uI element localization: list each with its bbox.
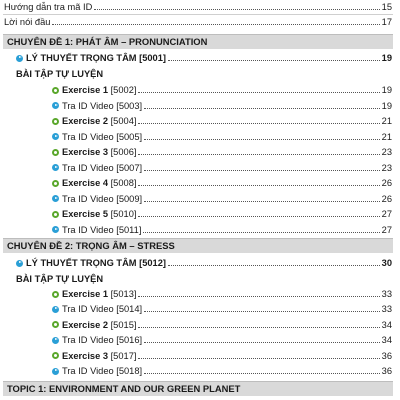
toc-page-number: 19 <box>381 85 392 95</box>
chapter-heading-1: CHUYÊN ĐỀ 1: PHÁT ÂM – PRONUNCIATION <box>3 34 393 49</box>
toc-page-number: 33 <box>381 289 392 299</box>
toc-entry-exercise[interactable] <box>0 145 400 159</box>
toc-page-number: 36 <box>381 350 392 361</box>
toc-page-number: 19 <box>381 53 392 63</box>
entry-code: [5004] <box>108 116 137 126</box>
leader-dots <box>168 257 380 266</box>
toc-entry-label: Hướng dẫn tra mã ID <box>4 2 93 12</box>
toc-entry-label <box>62 333 142 347</box>
play-icon <box>16 260 23 267</box>
toc-page-number: 34 <box>381 335 392 346</box>
circle-icon <box>52 118 59 125</box>
leader-dots <box>144 162 380 171</box>
toc-page-number: 21 <box>381 131 392 142</box>
toc-page-number: 36 <box>381 366 392 376</box>
entry-code: Tra ID Video [5003] <box>62 100 143 111</box>
toc-page-number: 27 <box>381 209 392 219</box>
leader-dots <box>144 334 380 343</box>
entry-code: Tra ID Video [5018] <box>62 366 143 376</box>
toc-page-number: 26 <box>381 178 392 188</box>
toc-entry-theory-1[interactable] <box>0 51 400 65</box>
leader-dots <box>138 177 379 186</box>
play-icon <box>52 306 59 313</box>
exercise-title: Exercise 1 <box>62 85 109 95</box>
toc-entry-exercise[interactable] <box>0 349 400 363</box>
chapter-heading-2: CHUYÊN ĐỀ 2: TRỌNG ÂM – STRESS <box>3 238 393 253</box>
exercise-title: Exercise 2 <box>62 319 109 330</box>
toc-entry-label <box>62 145 136 159</box>
play-icon <box>52 368 59 375</box>
toc-entry-label <box>62 349 136 363</box>
toc-entry-exercise[interactable] <box>0 176 400 190</box>
toc-entry-label <box>62 130 142 144</box>
toc-entry-label <box>62 364 142 378</box>
toc-entry-label <box>62 83 136 97</box>
toc-page-number: 21 <box>381 116 392 126</box>
toc-entry-label <box>62 223 141 237</box>
toc-entry-label <box>62 302 142 316</box>
leader-dots <box>94 1 379 10</box>
toc-page-number: 34 <box>381 319 392 330</box>
toc-page-number: 30 <box>381 258 392 268</box>
exercise-title: Exercise 4 <box>62 178 109 188</box>
leader-dots <box>168 52 380 61</box>
toc-entry-video[interactable] <box>0 223 400 237</box>
entry-code: Tra ID Video [5016] <box>62 335 143 346</box>
toc-entry-label <box>62 318 136 332</box>
toc-page-number: 23 <box>381 162 392 173</box>
toc-entry-exercise[interactable] <box>0 83 400 97</box>
toc-page-number: 23 <box>381 147 392 157</box>
circle-icon <box>52 211 59 218</box>
leader-dots <box>144 100 380 109</box>
play-icon <box>52 164 59 171</box>
toc-entry-exercise[interactable] <box>0 207 400 221</box>
entry-code: [5008] <box>108 178 137 188</box>
leader-dots <box>138 350 379 359</box>
toc-page-number: 15 <box>381 2 392 12</box>
toc-entry-video[interactable] <box>0 192 400 206</box>
entry-code: [5010] <box>108 209 137 219</box>
leader-dots <box>144 365 380 374</box>
entry-code: [5013] <box>108 289 137 299</box>
exercise-title: Exercise 2 <box>62 116 109 126</box>
exercise-title: Exercise 1 <box>62 289 109 299</box>
toc-page-number: 19 <box>381 100 392 111</box>
toc-entry-exercise[interactable] <box>0 318 400 332</box>
toc-entry-label <box>62 207 136 221</box>
toc-entry-label <box>62 287 136 301</box>
play-icon <box>52 133 59 140</box>
exercise-title: Exercise 5 <box>62 209 109 219</box>
leader-dots <box>144 131 380 140</box>
exercise-title: Exercise 3 <box>62 350 109 361</box>
entry-code: Tra ID Video [5009] <box>62 193 143 204</box>
toc-entry-label <box>62 176 136 190</box>
entry-code: Tra ID Video [5011] <box>62 224 142 235</box>
toc-entry-label: Lời nói đầu <box>4 17 51 27</box>
entry-code: Tra ID Video [5014] <box>62 304 143 315</box>
toc-entry-label <box>62 114 136 128</box>
toc-entry-video[interactable] <box>0 364 400 378</box>
toc-page-number: 27 <box>381 224 392 235</box>
leader-dots <box>144 303 380 312</box>
entry-code: [5017] <box>108 350 137 361</box>
toc-entry-foreword[interactable] <box>0 15 400 29</box>
toc-page-number: 26 <box>381 193 392 204</box>
toc-entry-video[interactable] <box>0 99 400 113</box>
play-icon <box>52 226 59 233</box>
toc-entry-label: LÝ THUYẾT TRỌNG TÂM [5001] <box>26 53 166 63</box>
toc-page-number: 17 <box>381 17 392 27</box>
leader-dots <box>138 319 379 328</box>
circle-icon <box>52 352 59 359</box>
play-icon <box>52 195 59 202</box>
leader-dots <box>138 115 379 124</box>
toc-page-number: 33 <box>381 304 392 315</box>
toc-entry-exercise[interactable] <box>0 287 400 301</box>
toc-entry-label <box>62 161 142 175</box>
leader-dots <box>143 224 379 233</box>
circle-icon <box>52 321 59 328</box>
leader-dots <box>144 193 380 202</box>
toc-entry-label <box>62 192 142 206</box>
topic-heading-1: TOPIC 1: ENVIRONMENT AND OUR GREEN PLANET <box>3 381 393 396</box>
subsection-label: BÀI TẬP TỰ LUYỆN <box>16 274 104 284</box>
circle-icon <box>52 180 59 187</box>
toc-entry-theory-2[interactable] <box>0 256 400 270</box>
entry-code: [5015] <box>108 319 137 330</box>
circle-icon <box>52 291 59 298</box>
play-icon <box>52 337 59 344</box>
subsection-heading <box>0 272 400 286</box>
circle-icon <box>52 87 59 94</box>
toc-entry-exercise[interactable] <box>0 114 400 128</box>
toc-entry-video[interactable] <box>0 333 400 347</box>
subsection-label: BÀI TẬP TỰ LUYỆN <box>16 69 104 79</box>
toc-entry-video[interactable] <box>0 302 400 316</box>
play-icon <box>16 55 23 62</box>
toc-entry-id-guide[interactable] <box>0 0 400 14</box>
leader-dots <box>138 84 379 93</box>
toc-entry-label: LÝ THUYẾT TRỌNG TÂM [5012] <box>26 258 166 268</box>
entry-code: [5002] <box>108 85 137 95</box>
toc-entry-label <box>62 99 142 113</box>
leader-dots <box>138 288 379 297</box>
entry-code: Tra ID Video [5005] <box>62 131 143 142</box>
leader-dots <box>138 208 379 217</box>
leader-dots <box>52 16 379 25</box>
play-icon <box>52 102 59 109</box>
leader-dots <box>138 146 379 155</box>
toc-entry-video[interactable] <box>0 161 400 175</box>
entry-code: [5006] <box>108 147 137 157</box>
toc-entry-video[interactable] <box>0 130 400 144</box>
entry-code: Tra ID Video [5007] <box>62 162 143 173</box>
circle-icon <box>52 149 59 156</box>
subsection-heading <box>0 67 400 81</box>
exercise-title: Exercise 3 <box>62 147 109 157</box>
